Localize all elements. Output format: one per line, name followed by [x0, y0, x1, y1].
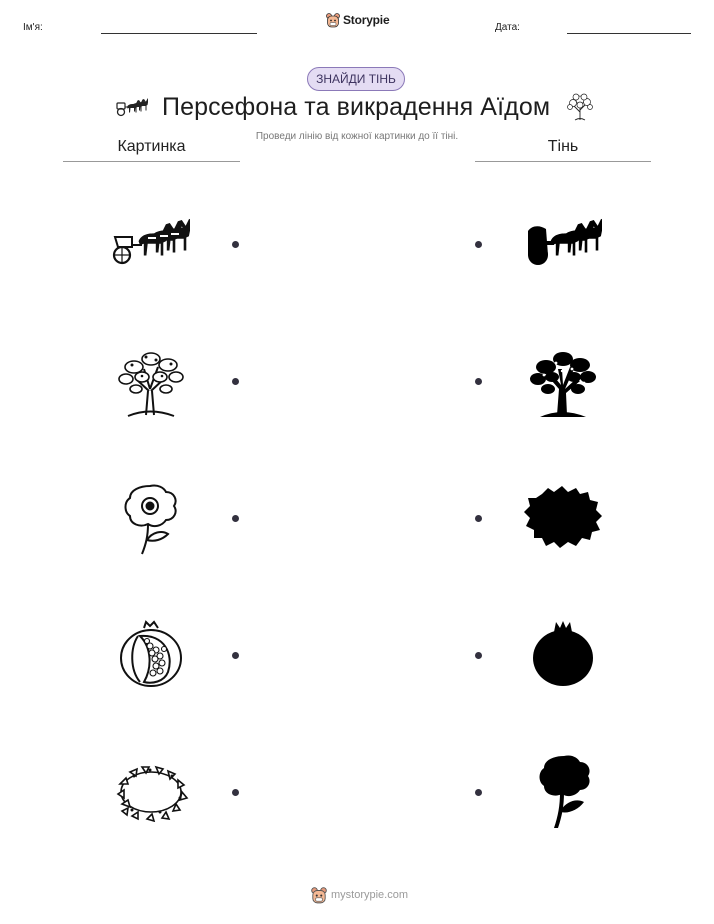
column-underline-right: [475, 161, 651, 162]
left-connect-dot-4[interactable]: [232, 652, 239, 659]
name-label: Ім'я:: [23, 22, 43, 33]
right-connect-dot-1[interactable]: [475, 241, 482, 248]
right-connect-dot-5[interactable]: [475, 789, 482, 796]
right-connect-dot-2[interactable]: [475, 378, 482, 385]
storypie-mascot-icon: [326, 12, 340, 28]
leaf-wreath-shadow-icon: [522, 486, 604, 550]
right-connect-dot-4[interactable]: [475, 652, 482, 659]
name-field-line[interactable]: [101, 33, 257, 34]
right-connect-dot-3[interactable]: [475, 515, 482, 522]
chariot-small-icon: [116, 97, 148, 117]
date-field-line[interactable]: [567, 33, 691, 34]
column-heading-picture: Картинка: [117, 138, 186, 155]
chariot-with-horses-shadow-icon: [524, 215, 602, 273]
leaf-wreath-icon: [112, 762, 190, 822]
chariot-with-horses-icon: [112, 215, 190, 273]
flower-icon: [120, 482, 180, 558]
footer: [311, 886, 408, 904]
left-connect-dot-3[interactable]: [232, 515, 239, 522]
column-underline-left: [63, 161, 240, 162]
date-label: Дата:: [495, 22, 520, 33]
footer-website: mystorypie.com: [331, 889, 409, 901]
flower-shadow-icon: [534, 752, 594, 830]
tree-small-icon: [566, 92, 594, 122]
page-title: Персефона та викрадення Аїдом: [162, 93, 551, 121]
column-heading-shadow: Тінь: [547, 138, 579, 155]
brand-logo: [326, 12, 389, 28]
worksheet-type-badge: ЗНАЙДИ ТІНЬ: [307, 67, 405, 91]
storypie-mascot-footer-icon: [311, 886, 327, 904]
left-connect-dot-1[interactable]: [232, 241, 239, 248]
olive-tree-icon: [116, 345, 186, 419]
olive-tree-shadow-icon: [528, 345, 598, 419]
pomegranate-shadow-icon: [530, 620, 596, 690]
pomegranate-icon: [118, 620, 184, 690]
instructions: Проведи лінію від кожної картинки до її тіні.: [255, 131, 459, 142]
brand-name: Storypie: [343, 13, 390, 27]
left-connect-dot-2[interactable]: [232, 378, 239, 385]
left-connect-dot-5[interactable]: [232, 789, 239, 796]
